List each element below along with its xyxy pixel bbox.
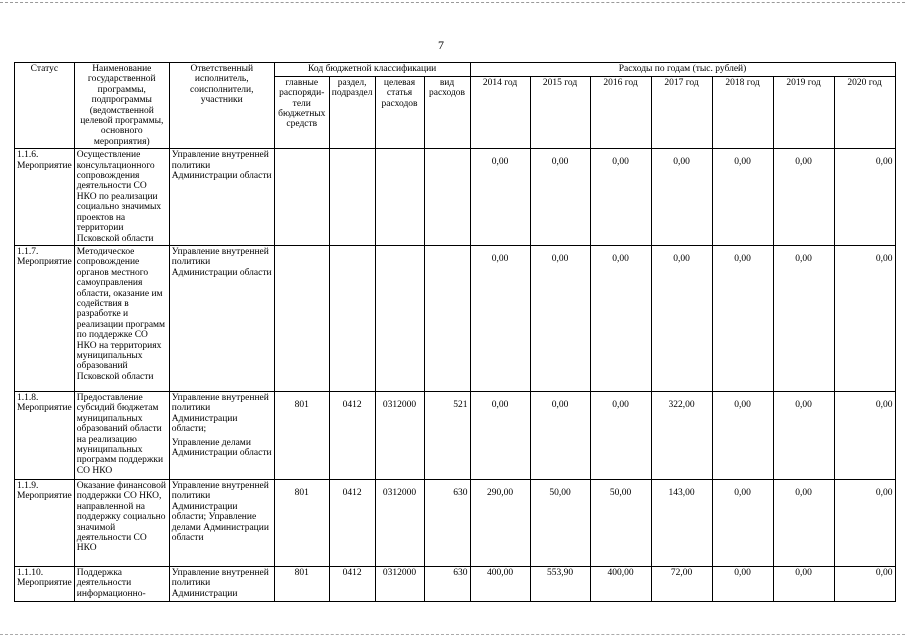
row-value: 0,00 [590, 245, 651, 391]
row-value: 0,00 [834, 479, 895, 566]
row-value: 50,00 [590, 479, 651, 566]
row-value: 400,00 [590, 566, 651, 601]
row-name: Оказание финансовой поддержки СО НКО, направленной на поддержку социально значимой деятельности СО НКО [74, 479, 169, 566]
header-year: 2015 год [530, 76, 590, 149]
row-section: 0412 [329, 479, 375, 566]
responsible-cell [169, 391, 274, 479]
row-section: 0412 [329, 391, 375, 479]
header-responsible: Ответственный исполнитель, соисполнители, участники [169, 63, 274, 149]
row-type: 521 [424, 391, 470, 479]
row-name: Методическое сопровождение органов местного самоуправления области, оказание им содействия в разработке и реализации программ по поддержке СО НКО на территориях муниципальных образований Псковской области [74, 245, 169, 391]
row-value: 0,00 [834, 391, 895, 479]
row-responsible: Управление внутренней политики Администрации области [169, 245, 274, 391]
row-value: 0,00 [712, 245, 773, 391]
row-value: 0,00 [712, 566, 773, 601]
header-budget-code: Код бюджетной классификации [274, 63, 470, 77]
table-row [15, 245, 896, 391]
header-expense-type: вид расходов [424, 76, 470, 149]
row-status: Мероприятие [17, 491, 72, 502]
header-year: 2017 год [651, 76, 712, 149]
table-row [15, 149, 896, 246]
row-responsible: Управление внутренней политики Администрации области; [171, 392, 269, 435]
row-value: 290,00 [470, 479, 530, 566]
row-type [424, 245, 470, 391]
row-value: 0,00 [470, 391, 530, 479]
row-value: 50,00 [530, 479, 590, 566]
row-grbs: 801 [274, 566, 329, 601]
header-target-item: целевая статья расходов [375, 76, 424, 149]
row-value: 322,00 [651, 391, 712, 479]
table-row [15, 566, 896, 601]
status-cell [15, 149, 75, 246]
row-name: Осуществление консультационного сопровождения деятельности СО НКО по реализации социально значимых проектов на территории Псковской области [74, 149, 169, 246]
row-value: 0,00 [590, 391, 651, 479]
header-year: 2020 год [834, 76, 895, 149]
row-section: 0412 [329, 566, 375, 601]
row-value: 400,00 [470, 566, 530, 601]
row-type: 630 [424, 566, 470, 601]
row-status: Мероприятие [17, 403, 72, 414]
row-value: 0,00 [834, 149, 895, 246]
status-cell [15, 245, 75, 391]
header-name: Наименование государственной программы, подпрограммы (ведомственной целевой программы, основного мероприятия) [74, 63, 169, 149]
header-main-managers: главные распоряди-тели бюджетных средств [274, 76, 329, 149]
header-year: 2014 год [470, 76, 530, 149]
row-number: 1.1.6. [17, 150, 39, 161]
row-target: 0312000 [375, 566, 424, 601]
row-value: 0,00 [834, 245, 895, 391]
row-type: 630 [424, 479, 470, 566]
row-section [329, 245, 375, 391]
status-cell [15, 566, 75, 601]
row-number: 1.1.10. [17, 567, 44, 578]
row-grbs [274, 245, 329, 391]
header-year: 2018 год [712, 76, 773, 149]
row-name: Поддержка деятельности информационно- [74, 566, 169, 601]
row-value: 0,00 [470, 245, 530, 391]
status-cell [15, 391, 75, 479]
row-target: 0312000 [375, 479, 424, 566]
row-value: 0,00 [773, 479, 834, 566]
row-responsible: Управление внутренней политики Администрации [169, 566, 274, 601]
row-value: 0,00 [651, 149, 712, 246]
row-value: 0,00 [530, 149, 590, 246]
row-section [329, 149, 375, 246]
row-value: 0,00 [773, 245, 834, 391]
row-value: 553,90 [530, 566, 590, 601]
budget-table [14, 62, 896, 602]
row-grbs: 801 [274, 479, 329, 566]
row-value: 0,00 [651, 245, 712, 391]
row-responsible: Управление делами Администрации области [171, 437, 272, 458]
row-responsible: Управление внутренней политики Администрации области; Управление делами Администрации области [169, 479, 274, 566]
row-number: 1.1.8. [17, 392, 39, 403]
row-value: 72,00 [651, 566, 712, 601]
row-value: 0,00 [712, 479, 773, 566]
header-expenses-by-year: Расходы по годам (тыс. рублей) [470, 63, 895, 77]
row-value: 0,00 [530, 391, 590, 479]
row-grbs [274, 149, 329, 246]
row-grbs: 801 [274, 391, 329, 479]
header-status: Статус [15, 63, 75, 149]
row-target [375, 245, 424, 391]
scan-edge-top [0, 2, 905, 3]
row-value: 143,00 [651, 479, 712, 566]
header-section: раздел, подраздел [329, 76, 375, 149]
row-type [424, 149, 470, 246]
row-value: 0,00 [834, 566, 895, 601]
row-value: 0,00 [712, 391, 773, 479]
row-value: 0,00 [530, 245, 590, 391]
row-status: Мероприятие [17, 160, 72, 171]
row-value: 0,00 [773, 391, 834, 479]
page-number: 7 [438, 38, 444, 52]
row-value: 0,00 [470, 149, 530, 246]
header-year: 2016 год [590, 76, 651, 149]
table-row [15, 391, 896, 479]
row-number: 1.1.7. [17, 246, 39, 257]
header-row-1 [15, 63, 896, 77]
row-value: 0,00 [773, 566, 834, 601]
row-value: 0,00 [712, 149, 773, 246]
table-row [15, 479, 896, 566]
row-value: 0,00 [590, 149, 651, 246]
row-name: Предоставление субсидий бюджетам муниципальных образований области на реализацию муниципальных программ поддержки СО НКО [74, 391, 169, 479]
row-value: 0,00 [773, 149, 834, 246]
row-status: Мероприятие [17, 578, 72, 589]
header-year: 2019 год [773, 76, 834, 149]
row-target [375, 149, 424, 246]
row-status: Мероприятие [17, 257, 72, 268]
row-target: 0312000 [375, 391, 424, 479]
scan-edge-bottom [0, 634, 905, 635]
row-responsible: Управление внутренней политики Администрации области [169, 149, 274, 246]
status-cell [15, 479, 75, 566]
row-number: 1.1.9. [17, 480, 39, 491]
